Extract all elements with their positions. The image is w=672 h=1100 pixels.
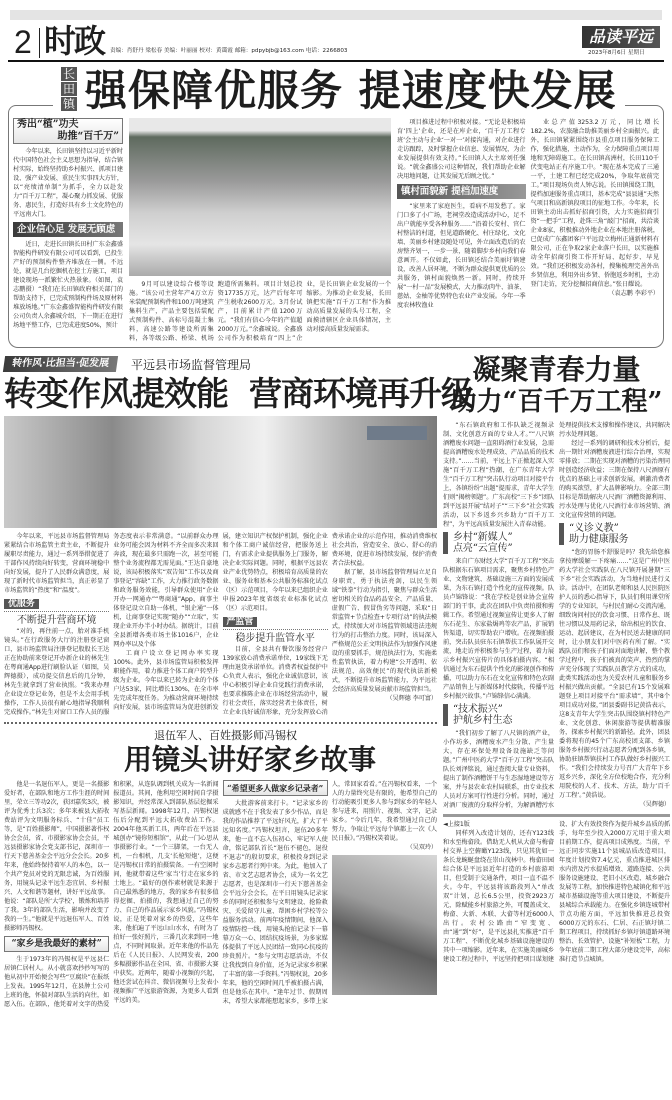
article2-tag-2 [223,616,328,630]
page-number: 2 [14,24,32,60]
paragraph: 今年以来，平远县市场监督管理局紧紧结合市场监管主责主业，不断提升履职尽责能力，通过一系列举措促进了干部作风持续向好转变，营商环境稳中向好发展，提升了人民群众满意度，展现了新时代市场监管担当，真正彰显了市场监管的“热度”和“温度”。 [4,533,110,594]
subhead-line: “义诊义教” [569,523,619,534]
frame-top-right [625,105,664,116]
article2-tag-1 [4,598,109,612]
article1-body-2 [129,280,391,343]
article2-subhead-2: 稳步提升监管水平 [235,633,315,644]
header-divider [39,28,40,58]
article3-headline-1: 凝聚青春力量 [472,353,641,386]
frame-top-left [8,105,53,116]
paragraph: 据了解，县市场监督管理局立足自身职责，勇于执法亮剑，以民生领域“铁拳”行动为指引，聚焦与群众生活密切相关的食品药品安全、产品质量、虚假广告、假冒伪劣等问题，采取“日常监管+节点检查+专项行动”的执法模式，持续加大对市场监管领域违法违规行为的打击整治力度。同时，该局深入严格规范公正文明执法作为加强作风建设的重要抓手，规范执法行为，实施柔性监管执法，着力构建“公开透明、依法规范、高效便民”的现代执法新模式，不断提升市场监管能力，为平远社会经济高质量发展贡献市场监管担当。 [331,569,437,693]
paragraph: “我们初步了解了八尺镇的酒产业，小作坊多，酒糟废水产生分散、产生量大，存在环保处理设备设施缺乏等问题。”广州中医药大学“百千万工程”突击队队长刘泽铭说，通过查阅大量专业资料，提出了制作酒糟饼干与生态湿地建设等方案，并与县农业农村局联系，由专业技术人员对方案可行性进行分析。同时，通过对酒厂废液的分取样分析，为解酒糟污水处理提供技术支撑和操作建议，共同解决污水处理问题。 [443,422,670,809]
subhead-line: 护航乡村生态 [453,715,513,726]
construction-site-photo [129,118,391,276]
header-rule [8,60,664,62]
page-header [0,0,672,64]
article3-subhead-1 [443,532,554,554]
article4-body [4,780,437,1009]
registration-sign [367,426,427,440]
article4-kicker: 退伍军人、百姓摄影师冯锡权 [154,729,297,742]
paragraph: 业总产值3253.2万元，同比增长182.2%，农旅融合助推美丽乡村全面振兴。此外，长田镇紧紧围绕市县重点项目服务保障工作，强化措施，主动作为，全力保障重点项目用地和无障碍施工。在长田镇高洲村，长田110千伏变电站正有序施工中。“现在基本完成了三通一平，土建工程已经完成20%，争取年底前完工。”项目现场负责人钟志说。长田镇围绕工期，提档加速服务重点项目，基本完成“县县通”天然气项目和高新镇段项目的征地工作。今年来，长田镇主动出击抓好招商引资，大力实施招商引资“一把手”工程，赴珠三角“敲门”招商，共洽谈企业8家，积极推动外地企业在本地注册落税，已促成广东鑫团客户平远设立梅州正通新材料有限公司，正在争取2家企业落户长田，以实施推动全年招商引资工作开好局、起好步、早见效。“我们还积极发动各村，搜集梳理完善外出乡贤信息，利用外出乡贤、侨胞返乡时机，主动登门走访，充分挖掘招商信息。”张日耀说。 [530,119,659,288]
paragraph: “对的，再往前一点，胎对准手机镜头。”在行政服务大厅的注册登记窗口，县市场监管局注册登记股股长王达正在协助前来登记开办新企业的林先生在粤商通App进行刷脸认证（如图，吴辉德摄），成功提交信息后的几分钟，林先生就拿到了营业执照。“我来办理企业设立登记业务，但是不太会用手机操作，工作人员很有耐心地指导我顺利完成操作。”林先生对窗口工作人员的服务态度表示非常满意。“以前群众办理业务可能会因为材料不齐全而多次来回奔波，现在最多只需跑一次，甚至可能整个业务流程都无需见面。”王达自豪地说，该局积极落实“双告知”工作以及商事登记“容缺”工作，大力推行政务数据和政务服务效能，引导群众使用“企业开办一网通办”“粤商通”App，商事主体登记设立自助一体机，“银企通”一体机，让商事登记实现“随办”“立取”，实现企业开办半小时办结。据统计，目前全县新增各类市场主体1016户，企业网办率以及个体 [4,533,219,716]
masthead-text: 品读平远 [588,27,653,46]
paragraph: “家里来了家庭医生，看病不用发愁了。家门口多了小广场，老祠堂改造成活动中心，足不出户就能享受各种服务……”沿着长安村、官仁村整洁的村道，但见道路硬化、村庄绿化、文化墙、美丽乡村建设随处可见，外立面改造后的农房整齐划一，一步一景，随着脚步乡村向我们春意画开。不仅如此，长田镇还结合美丽圩镇建设，改善人居环境，不断为群众提供更优质的公共服务，镇村面貌焕然一新。同时，持续开展“一村一品”发展模式，大力推动肉牛、油茶、慈姑、金柚等优势特色农业产业发展。今年一季度农林牧渔业 [397,203,526,309]
subhead-line: 乡村“新媒人” [453,532,513,543]
article2-headline: 转变作风提效能 营商环境再升级 [4,374,473,413]
paragraph: 项目推进过程中积极对接。“无论是积极培育‘四上’企业，还是在库企业，‘百千万工程专班’会主动与企业‘一对一’对接沟通，对企业进行走访跟踪，及时掌握企业信息、发展情况，为企业发展提供有效支持。”长田镇人大主席刘任强说。“就金鑫盛公司这种情况，我们帮助企业解决用地问题，让其发展无后顾之忧。” [397,119,526,180]
article1 [8,66,664,348]
article1-subhead-3: 镇村面貌新 提档加速度 [397,184,526,199]
article1-intro [13,147,123,219]
article1-subhead-1 [13,118,123,144]
tag-char: 田 [62,82,75,96]
article3-subhead-3 [559,523,670,545]
article2-header-row [4,354,437,374]
article2-subhead-1: 不断提升营商环境 [17,615,97,626]
paragraph: 他是一名退伍军人，更是一名摄影爱好者，在部队和地方工作生涯的时间里，荣立三等功2次，获团嘉奖3次，被评为优秀士兵3次；多年来被县大拓收费站评为文明服务标兵、“十佳”员工等，是“百姓摄影师”，中国摄影著作权协会会员，省、市摄影家协会会员，平远县摄影家协会党支部书记，深圳市一行天下慈善基金会平远分会会长。20多年来，他始终保持着军人的本色，以一个共产党员对党的无限忠诚，为百姓服务，用镜头记录平远生态宜居、乡村振兴、人文和谐等题材，讲好平远故事。他说：“部队是所‘大学校’，锻炼和培养了我。3年的部队生活，影响并改变了我的一生。”他就是平远退伍军人、百姓摄影师冯锡权。 [4,781,110,932]
campaign-banner: 转作风·比担当·促发展 [3,356,118,372]
paragraph: 生于1973年的冯锡权是平远县仁居镇仁居村人。从小就喜欢抄抄写写的他从初中开始便会写些“豆腐块”在报纸上发表。1995年12月，在县肿土公司上班的他，怀揣对部队生活的向往，如愿入伍。在部队，他凭着对文字的热爱和积累，从连队调到机关成为一名新闻报道员。其间，他利用空闲时间自学摄影知识，并经常深入到部队基层挖掘采写基层新闻。1998年12月，冯锡权退伍后分配到平远大拓收费站工作。2004年他买新工具，两年后在平远县城创办“镜你短相馆”，从此一门心思从事摄影行业。“一个三脚架，一台无人机，一台相机，几支‘长枪短炮’，这便是冯锡权日常的拍摄装备。一有空闲时间，他就带着这些‘家当’行走在家乡的土地上。“最好的创作素材就是来源于自己最熟悉的地方，我的家乡有很多值得挖掘、拍摄的，我想通过自己的努力、自己的作品展示家乡风貌。”冯锡权说，正是凭着对家乡的热爱，这些年来，他拍遍了平远山山水水，有时为了拍好一张好照片，三番几次来到同一地点，不同时间取景。近年来他的作品先后在《人民日报》、人民网发表，200多幅摄影作品在全国、省、市摄影大赛中获奖。近两年，随着小视频的兴起，他还尝试在抖音、微信视频号上发表小视频推广平远旅游资源，为更多人看到平远的美。 [4,781,219,1008]
paragraph: “您的胃肠不舒服是吗？我先给您推拿按摩缓解一下疼痛……”这是广州中医药大学社会实践队在八尺镇开展暑期“三下乡”社会实践活动，为当地村民进行义诊。活动中，在团队老师和县人民医院医护人员的悉心指导下，队员们利用课堂所学的专业知识，与村民们耐心交流沟通，细致询问村民的饮食习惯、日常作息、既往习惯以及用药记录，给出相应的饮食、运动、起居建议，在为村民送去健康的同时，让小朋友们对中医药有所了解。“实践队员们和孩子们面对面地讲解，整个教学过程中，孩子们被真的笑声、热烈的掌声充分体现了实践队员教学方式的成功，此类实践活动也为关爱农村儿童和服务乡村振兴做出贡献。“全县已有15个发展难题登上项目对接平台“需求墙”，其中8个项目成功对接，”团县委副书记黄浩表示，这8支青年大学生突击队围绕镇村特色产业、文化创意、休闲旅游等提供精准服务，探索乡村振兴的新路径。此外，团县委将现有的45个广东高校团支部、乡镇服务乡村振兴行动志愿者分配到各乡镇，协助驻镇帮镇扶村工作队做好乡村振兴工作。“我们会持续发力号召广大青年下乡返乡兴乡，深化全方位校地合作，充分利用院校的人才、技术、方法，助力‘百千万工程’。”黄浩说。 [559,549,670,799]
tag-char: 镇 [62,97,75,111]
paragraph: 来自广东财经大学“百千万工程”突击队根据东石镇项目需求，聚焦乡村特色产业、文物建筑、基础设施三方面的发展成果，为东石镇打造个性化的宣传视频。队员卢锦锋说：“我在学校是创业协会宣传部门的干事，此次在团队中负责拍摄和剪辑工作。希望通过视频宣传让更多人了解东石花生、东家盐焗鸡等农产品，扩展销售渠道，切实帮助农户增收。在视频拍摄前，突击队员驻东石镇帮扶工作队展开交流，地走访并积极参与生产过程，着力展示乡村振兴宣传片的具体拍摄内容。“相信通过为东石提供个性化的影视创作和传播，可以助力东石在文化宣传和特色农副产品销售上与新媒体时代接轨，传播平远乡村振兴故事。”卢锦锋信心满满。 [443,558,554,700]
article4-subhead-2: “希望更多人做家乡记录者” [223,780,328,796]
article2-byline: （吴辉德 李可富） [386,695,437,702]
article1-body-1 [13,240,123,330]
paragraph: 目前，全县共有餐饮服务经营户139家放心消费承诺单位，19家线下无理由退货承诺单位。消费者权益保护中心负责人表示，强化企业诚信意识，该中心积极引导企业自觉践行消费承诺，也要求推陈企业在市场经营活动中，履行社会责任，落实经营者主体责任，树立企业良好诚信形象，充分发挥放心消费承诺企业的示范作用，推动消费维权社会共治，营造安全、放心、舒心的消费环境，促进市场持续发展，保护消费者合法权益。 [222,533,437,716]
article1-col1 [13,118,123,343]
paragraph: 同样列入改造计划的，还有Y123线和水至梅畲段。借助无人机从大畲与梅畲村交界上空俯瞰Y123线，只见其犹如一条长龙蜿蜒盘绕在崇山茂林中。梅畲田园综合体是平远县近年打造的乡村旅游项目，但受制于交通条件，项目一直不温不火。今年，平远县将该路段列入“单改双”计划，总长6.5公里，投资2923万元，除赋能乡村旅游之外，可覆盖成文、梅畲、大新、木联、大畲等村近6000人出行。农村公路由“窄变宽、由“通”到“好”，是平远县扎实推进“百千万工程”、不断优化城乡基础设施建设的其中一项缩影。近年来，在实施美丽城乡建设工程过程中，平远坚持把项目谋划建设、扩大有效投资作为提升城乡品质的抓手，每年至少投入2000万元用于重大项目前期工作，提高项目成熟度。当前，平远正同步实施11个县城品质改造项目，年度计划投资7.4亿元，重点推进城区排水内涝及污水提质增效、道路连接、公共服务设施建设、老旧小区改造、城乡融合发展等工程，加快推进特色城镇化和平远城市基础设施等重大项目建设，不断提升县城综合承载能力。在强化乡镇连城带村节点功能方面，平远加快推进总投资6000万元的东石、仁居、石正镇圩镇二期工程项目，持续抓好乡镇圩镇道路环境整治、长效管护、设施“补短板”工程，力争年底前二期工程大部分建设完毕，高标准打造节点城镇。 [443,821,670,963]
location-tag [61,67,77,111]
subhead-line: 助力健康服务 [569,534,629,545]
subhead-line: 秀出“植”功夫 [17,119,79,130]
article1-headline: 强保障优服务 提速度快发展 [85,66,617,115]
paragraph: 大批游客前来打卡。“记录家乡的成就感不在于我发表了多少作品，而是我的作品推荐了平远好风光，扩大了平远知名度。”冯锡权坦言，退伍20多年来，他一直不忘入伍初心，牢记军人使命，铭记部队首长“退伍不褪色，退役不退志”的殷切要求，积极投身到记录家乡志愿者行列中来。为此，他加入了省、市文艺志愿者协会，成为一名文艺志愿者，也是深圳市一行天下慈善基金会平远分会会长，在平日用镜头记录家乡的同时还积极参与文明建设、抢险救灾、关爱留守儿童、帮困乡村学校等公益服务活动。前两年疫情期间，他深入疫情防控一线，用镜头抢拍记录下一幕幕万众一心、团结抗疫场景，为多家媒体提供了平远人民团结一致同心抗疫的珍贵照片。“参与文明志愿活动，不仅让我找到自身价值，还为记录家乡积累了丰富的第一手资料。”冯锡权说，20多年来，他的空闲时间几乎被拍摄占满，但是他乐在其中。“逢年过节、假期周末，希望大家都能想起家乡，多带上家人，常回家看看。”在冯锡权看来，一个人的力量终究是有限的，他希望自己的行动能吸引更多人参与到家乡的年轻人参与进来，用照片、视频、文字，记录家乡。“今后几年，我希望通过自己的努力，争取让平远每个镇都上一次《人民日报》。”冯锡权笑着说。 [222,781,437,1005]
paragraph: 今年以来，长田镇坚持以习近平新时代中国特色社会主义思想为指导，结合镇村实际，始终坚持助乡村振兴、抓项目建设、强产业发展、重民生实事四大方针，以“亮绩清单制”为抓手，全力以赴发力“百千万工程”，凝心聚力抓发展、优服务、惠民生，打造好具有乡土文化特色的平远南大门。 [13,148,123,218]
subhead-line: 助推“百千万” [57,131,119,142]
article1-title-row [8,66,664,116]
article4-headline: 用镜头讲好家乡故事 [124,743,377,776]
tag-label: 优服务 [4,599,39,609]
subhead-line: 点亮“云宣传” [453,543,513,554]
paragraph: 工商户设立登记网办率实现100%。此外，县市场监管局积极发挥职能作用，着力推进个体工商户转型升级为企业。今年以来已转为企业的个体户达53家，同比增长130%，在全市率先完成年度任务。为推动营商环境持续向好发展，县市场监管局为促进创新发展，建立知识产权保护机制，强化企业和个体工商户诚信经营，把服务送上门，有需求企业提供服务上门服务，解决企业实际问题。同时，根据平远县农业产业优势特点，积极培育高质量的农业、服务业和基本公共服务标准化试点（区）示范项目，今年以来已组织企业申报2023年度省级农业标准化试点（区）示范项目。 [113,533,328,711]
article1-col3 [397,118,659,343]
editor-credits: 责编：肖舒丹 梁松春 美编：叶丽丽 校对：黄霭霞 邮箱：pdpybjb@163.com 电话：2266803 [110,48,348,54]
subhead-line: “技术振兴” [453,704,503,715]
article3-body [443,421,670,810]
paragraph: 经过一系列的调研和技术分析后，提出一期针对酒糟废液进行综合治理，实现零排放；二期在实现对酒糟的污染治理同时创造经济收益；三期在保持八尺酒原有优点的基础上寻求创新发展，刺激消费者的购买欲望，扩大品牌影响力。全部三期目标是帮助解决八尺酒厂酒糟资源利用、污水处理与优化八尺酒行业市场营销、酒文化宣传营销的问题。 [559,440,670,519]
article4-byline: （吴双玲） [406,844,437,851]
paragraph: 9月可以建设综合楼等设施。“该公司主营年产4万立方米装配预制构件和100万吨建筑集料生产，产品主要包括装配式预制构件、高标号混凝土集料，高速公路等建设所需集料，各等级公路、桥梁、机场跑道所需集料。项目计划总投资17735万元，达产后每年可产生税收2600万元。3月份试产，目前累计产值1200万元。“我们有信心今年的产值超2000万元。”余鑫城说。全鑫盛公司作为积极培育“四上”企业，是长田镇企业发展的一个缩影。为推动企业发展，长田镇把实施“百千万工程”作为推动高质量发展的头号工程，全面摸清辖区企业具体情况，主动对接高质量发展需求。 [129,281,391,342]
paragraph: 近日，走进长田镇长田村广东金鑫盛智能构件研发有限公司可以看到，已投生产好的预制构件整齐堆放在一侧。不远处，就是几台挖掘机在挖土方施工，项目建设现场一派繁忙火热景象。（如图，袁志鹏摄）“我们在长田镇政府相关部门的帮助支持下，已完成预制构件场及原材料堆放场地。”广东金鑫盛智能构件研发有限公司负责人余鑫城介绍，下一期正在进行场地平整工作，已完成进度50%，预计 [13,241,123,329]
article3-subhead-2 [443,704,554,726]
article1-byline: （袁志鹏 李彩平） [608,290,659,297]
right-stack [443,354,670,1009]
paragraph: “东石镇政府和工作队缺乏视频录制、文化创意方面的专业人才。”“八尺镇酒糟废水问题一直阻碍酒行业发展，急需提高酒糟废水处理成效、产品品质的技术支持。”……当前，平远上下正掀起深入实施“百千万工程”热潮，在广东青年大学生“百千万工程”突击队行动项目对接平台上，各镇纷纷“出题”提需求，青年大学生们则“揭榜领题”。广东高校“三下乡”团队到平远县开展“结对子”“三下乡”社会实践活动，以下乡返乡兴乡助力“百千万工程”，为平远高质量发展注入青春动能。 [443,422,554,528]
registration-window-photo [4,416,437,528]
article1-subhead-2: 企业信心足 发展无顾虑 [13,222,123,237]
section-title: 时政 [44,22,105,60]
article2-org: 平远县市场监督管理局 [130,357,251,372]
article-separator-left [4,722,437,724]
article5-body [443,820,670,964]
issue-date: 2023年8月6日 星期日 [588,50,645,56]
article-separator-right [443,814,670,817]
masthead-logo [582,26,660,48]
article3-headline-2: 助力“百千万工程” [450,387,663,417]
continued-from-page1[interactable]: ◄上接1版 [443,821,470,828]
article4-subhead-1: “家乡是我最好的素材” [4,936,109,952]
photographer-photo [332,855,437,995]
article2-body [4,532,437,717]
article1-frame [8,116,664,348]
lower-area [4,354,670,1009]
tag-char: 长 [62,67,75,81]
article1-col2 [129,118,391,343]
tag-label: 严监管 [223,617,258,627]
article3-byline: （吴辉德） [639,801,670,808]
top-strip [10,10,662,20]
